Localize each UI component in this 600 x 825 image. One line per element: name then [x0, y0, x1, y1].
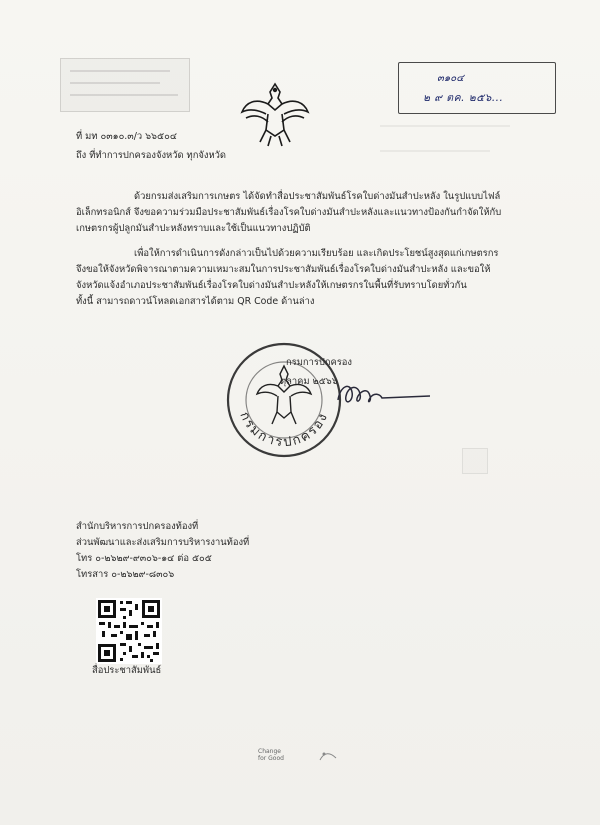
- footer-logo-line1: Change: [258, 748, 281, 755]
- qr-code[interactable]: [96, 598, 162, 664]
- para2-line4: ทั้งนี้ สามารถดาวน์โหลดเอกสารได้ตาม QR Code ด้านล่าง: [76, 296, 315, 307]
- fax-number: โทรสาร ๐-๒๖๒๙-๘๓๐๖: [76, 569, 175, 580]
- para1-line3: เกษตรกรผู้ปลูกมันสำปะหลังทราบและใช้เป็นแนวทางปฏิบัติ: [76, 223, 311, 234]
- seal-text: กรมการปกครอง: [236, 409, 332, 451]
- ghost-line: [70, 94, 178, 96]
- footer-logo-mark-icon: [318, 748, 338, 764]
- recipient-line: ถึง ที่ทำการปกครองจังหวัด ทุกจังหวัด: [76, 150, 227, 161]
- office-name: สำนักบริหารการปกครองท้องที่: [76, 521, 199, 532]
- ghost-line: [380, 125, 510, 127]
- ghost-line: [380, 150, 490, 152]
- footer-logo: [258, 748, 284, 762]
- document-number: ที่ มท ๐๓๑๐.๓/ว ๖๖๕๐๔: [76, 131, 177, 142]
- signing-date: ตุลาคม ๒๕๖๖: [280, 376, 338, 387]
- ghost-line: [70, 70, 170, 72]
- footer-logo-line2: for Good: [258, 755, 284, 762]
- handwritten-signature: [334, 372, 434, 412]
- para1-line1: ด้วยกรมส่งเสริมการเกษตร ได้จัดทำสื่อประชาสัมพันธ์โรคใบด่างมันสำปะหลัง ในรูปแบบไฟล์: [134, 191, 501, 202]
- para2-line3: จังหวัดแจ้งอำเภอประชาสัมพันธ์เรื่องโรคใบด่างมันสำปะหลังให้เกษตรกรในพื้นที่รับทราบโดยทั่วกัน: [76, 280, 467, 291]
- phone-number: โทร ๐-๒๖๒๙-๙๓๐๖-๑๔ ต่อ ๕๐๕: [76, 553, 212, 564]
- signing-department: กรมการปกครอง: [286, 357, 353, 368]
- receipt-stamp: [398, 62, 556, 114]
- qr-caption: สื่อประชาสัมพันธ์: [92, 665, 162, 676]
- receipt-date: ๒ ๙ ตค. ๒๕๖...: [423, 92, 504, 104]
- garuda-emblem-icon: [238, 78, 312, 150]
- ghost-stamp-left: [60, 58, 190, 112]
- para2-line2: จึงขอให้จังหวัดพิจารณาตามความเหมาะสมในการประชาสัมพันธ์เรื่องโรคใบด่างมันสำปะหลัง และขอให้: [76, 264, 491, 275]
- para2-line1: เพื่อให้การดำเนินการดังกล่าวเป็นไปด้วยความเรียบร้อย และเกิดประโยชน์สูงสุดแก่เกษตรกร: [134, 248, 499, 259]
- para1-line2: อิเล็กทรอนิกส์ จึงขอความร่วมมือประชาสัมพันธ์เรื่องโรคใบด่างมันสำปะหลังและแนวทางป้องกันกำจัดให้กับ: [76, 207, 502, 218]
- division-name: ส่วนพัฒนาและส่งเสริมการบริหารงานท้องที่: [76, 537, 250, 548]
- receipt-number: ๓๑๐๔: [437, 73, 464, 84]
- ghost-qr-mark: [462, 448, 488, 474]
- ghost-line: [70, 82, 160, 84]
